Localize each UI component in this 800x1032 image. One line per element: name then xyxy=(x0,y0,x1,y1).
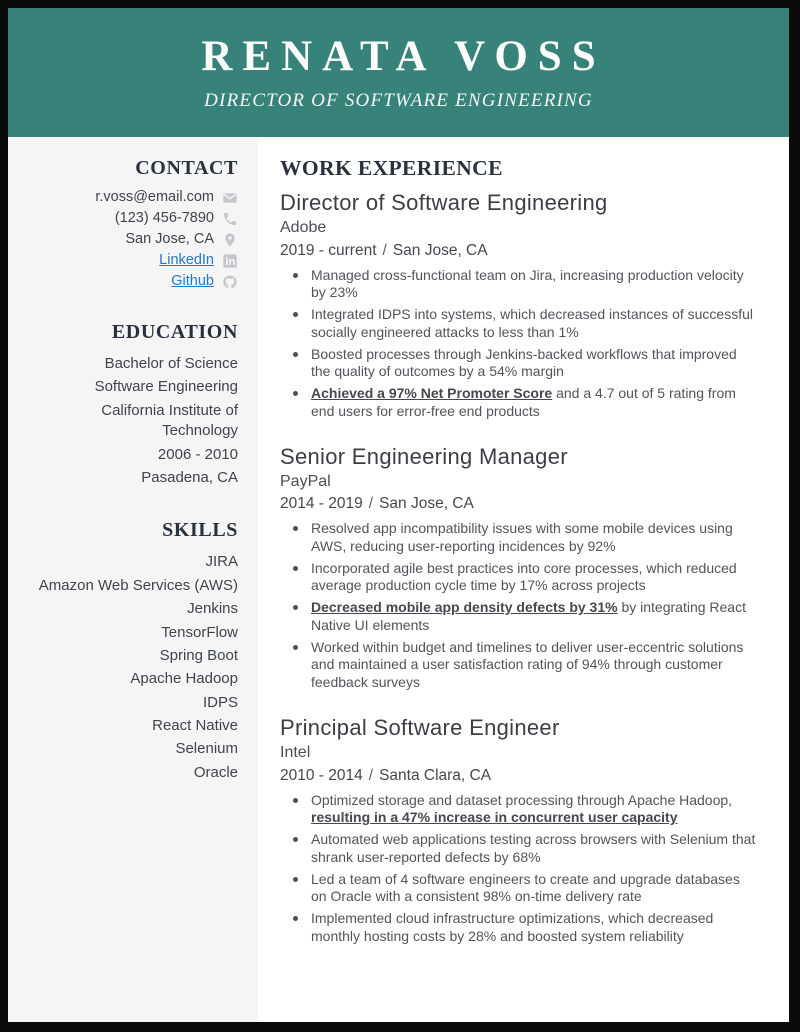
job-entry xyxy=(280,715,757,946)
job-dates-location xyxy=(280,767,757,785)
work-experience-section xyxy=(258,137,789,1022)
education-line: Software Engineering xyxy=(94,378,238,396)
skill-item: Selenium xyxy=(175,740,238,758)
job-dates: 2019 - current xyxy=(280,241,377,259)
education-line: 2006 - 2010 xyxy=(157,445,238,463)
job-bullet xyxy=(280,599,757,635)
contact-item xyxy=(22,190,238,206)
contact-heading: CONTACT xyxy=(135,157,238,179)
skill-item: Spring Boot xyxy=(159,646,238,664)
bullet-text: Boosted processes through Jenkins-backed workflows that improved the quality of outcomes by a 54% margin xyxy=(311,345,737,380)
phone-icon xyxy=(222,211,238,227)
job-bullet xyxy=(280,792,757,828)
skills-heading: SKILLS xyxy=(162,519,238,542)
bullet-text: Resolved app incompatibility issues with some mobile devices using AWS, reducing user-reporting incidences by 92% xyxy=(311,520,733,554)
job-title: Senior Engineering Manager xyxy=(280,443,568,469)
bullet-text: Worked within budget and timelines to deliver user-eccentric solutions and maintained a user satisfaction rating of 94% through customer feedback surveys xyxy=(311,638,744,691)
envelope-icon xyxy=(222,190,238,206)
skill-item: Amazon Web Services (AWS) xyxy=(38,576,238,594)
skill-item: Oracle xyxy=(193,763,238,781)
skill-item: JIRA xyxy=(205,553,238,571)
job-bullet xyxy=(280,639,757,692)
job-bullet xyxy=(280,306,757,342)
contact-item xyxy=(22,274,238,290)
job-entry xyxy=(280,190,757,421)
education-line: California Institute of Technology xyxy=(101,401,238,440)
bullet-text: Integrated IDPS into systems, which decreased instances of successful socially engineered attacks to less than 1% xyxy=(311,306,753,340)
job-bullet xyxy=(280,560,757,596)
education-section xyxy=(22,321,238,488)
job-title: Director of Software Engineering xyxy=(280,190,608,215)
job-bullet xyxy=(280,871,757,907)
bullet-text: Led a team of 4 software engineers to create and upgrade databases on Oracle with a consistent 98% on-time delivery rate xyxy=(311,870,740,905)
job-company: PayPal xyxy=(280,472,331,490)
job-bullet xyxy=(280,267,757,303)
job-bullet-list xyxy=(280,792,757,946)
job-bullet xyxy=(280,385,757,421)
bullet-highlight-text: Decreased mobile app density defects by 31% xyxy=(311,599,618,616)
contact-item xyxy=(22,232,238,248)
contact-item xyxy=(22,253,238,269)
education-heading: EDUCATION xyxy=(111,321,238,343)
job-location: Santa Clara, CA xyxy=(379,766,492,784)
skill-item: Apache Hadoop xyxy=(130,670,238,688)
job-dates-location xyxy=(280,242,757,260)
header-banner xyxy=(8,8,789,137)
job-bullet xyxy=(280,831,757,867)
contact-text: (123) 456-7890 xyxy=(114,210,214,227)
sidebar xyxy=(8,137,258,1022)
bullet-highlight-text: Achieved a 97% Net Promoter Score xyxy=(311,385,553,402)
education-list xyxy=(22,354,238,488)
bullet-text: Implemented cloud infrastructure optimizations, which decreased monthly hosting costs by 28% and boosted system reliability xyxy=(311,910,714,944)
bullet-text: Optimized storage and dataset processing through Apache Hadoop, xyxy=(311,791,733,808)
job-bullet-list xyxy=(280,267,757,421)
job-company: Adobe xyxy=(280,219,327,237)
contact-item xyxy=(22,211,238,227)
person-name: RENATA VOSS xyxy=(201,33,606,80)
skills-list xyxy=(22,552,238,783)
job-company: Intel xyxy=(280,744,311,762)
github-icon xyxy=(222,274,238,290)
job-bullet xyxy=(280,520,757,556)
bullet-text: and a 4.7 out of 5 rating from end users for error-free end products xyxy=(311,385,736,419)
job-entry xyxy=(280,444,757,692)
skill-item: Jenkins xyxy=(187,600,238,618)
education-line: Bachelor of Science xyxy=(104,355,238,372)
person-job-title: DIRECTOR OF SOFTWARE ENGINEERING xyxy=(204,90,593,111)
work-experience-heading: WORK EXPERIENCE xyxy=(280,156,503,180)
job-bullet xyxy=(280,910,757,946)
skill-item: React Native xyxy=(152,717,238,735)
skill-item: IDPS xyxy=(202,693,238,711)
contact-list xyxy=(22,190,238,290)
job-location: San Jose, CA xyxy=(392,241,488,259)
job-title: Principal Software Engineer xyxy=(280,715,560,741)
job-dates: 2010 - 2014 xyxy=(280,766,363,784)
bullet-text: Incorporated agile best practices into core processes, which reduced average production cycle time by 17% across projects xyxy=(311,559,737,594)
skills-section xyxy=(22,519,238,783)
skill-item: TensorFlow xyxy=(161,623,238,641)
content-columns xyxy=(8,137,789,1022)
contact-text: r.voss@email.com xyxy=(95,189,214,206)
contact-link[interactable]: LinkedIn xyxy=(159,252,214,269)
job-bullet-list xyxy=(280,520,757,692)
bullet-text: by integrating React Native UI elements xyxy=(311,599,746,633)
job-location: San Jose, CA xyxy=(379,495,474,513)
contact-link[interactable]: Github xyxy=(171,273,214,290)
dates-location-separator: / xyxy=(368,766,374,784)
dates-location-separator: / xyxy=(368,495,374,513)
job-bullet xyxy=(280,346,757,382)
location-pin-icon xyxy=(222,232,238,248)
job-dates-location xyxy=(280,495,757,513)
contact-section xyxy=(22,157,238,290)
bullet-text: Automated web applications testing across browsers with Selenium that shrank user-reported defects by 68% xyxy=(311,831,756,865)
job-list xyxy=(280,190,757,946)
dates-location-separator: / xyxy=(382,241,387,259)
education-line: Pasadena, CA xyxy=(141,468,238,486)
bullet-highlight-text: resulting in a 47% increase in concurrent user capacity xyxy=(311,809,678,826)
contact-text: San Jose, CA xyxy=(125,231,214,248)
job-dates: 2014 - 2019 xyxy=(280,495,363,513)
linkedin-icon xyxy=(222,253,238,269)
bullet-text: Managed cross-functional team on Jira, increasing production velocity by 23% xyxy=(311,266,744,301)
